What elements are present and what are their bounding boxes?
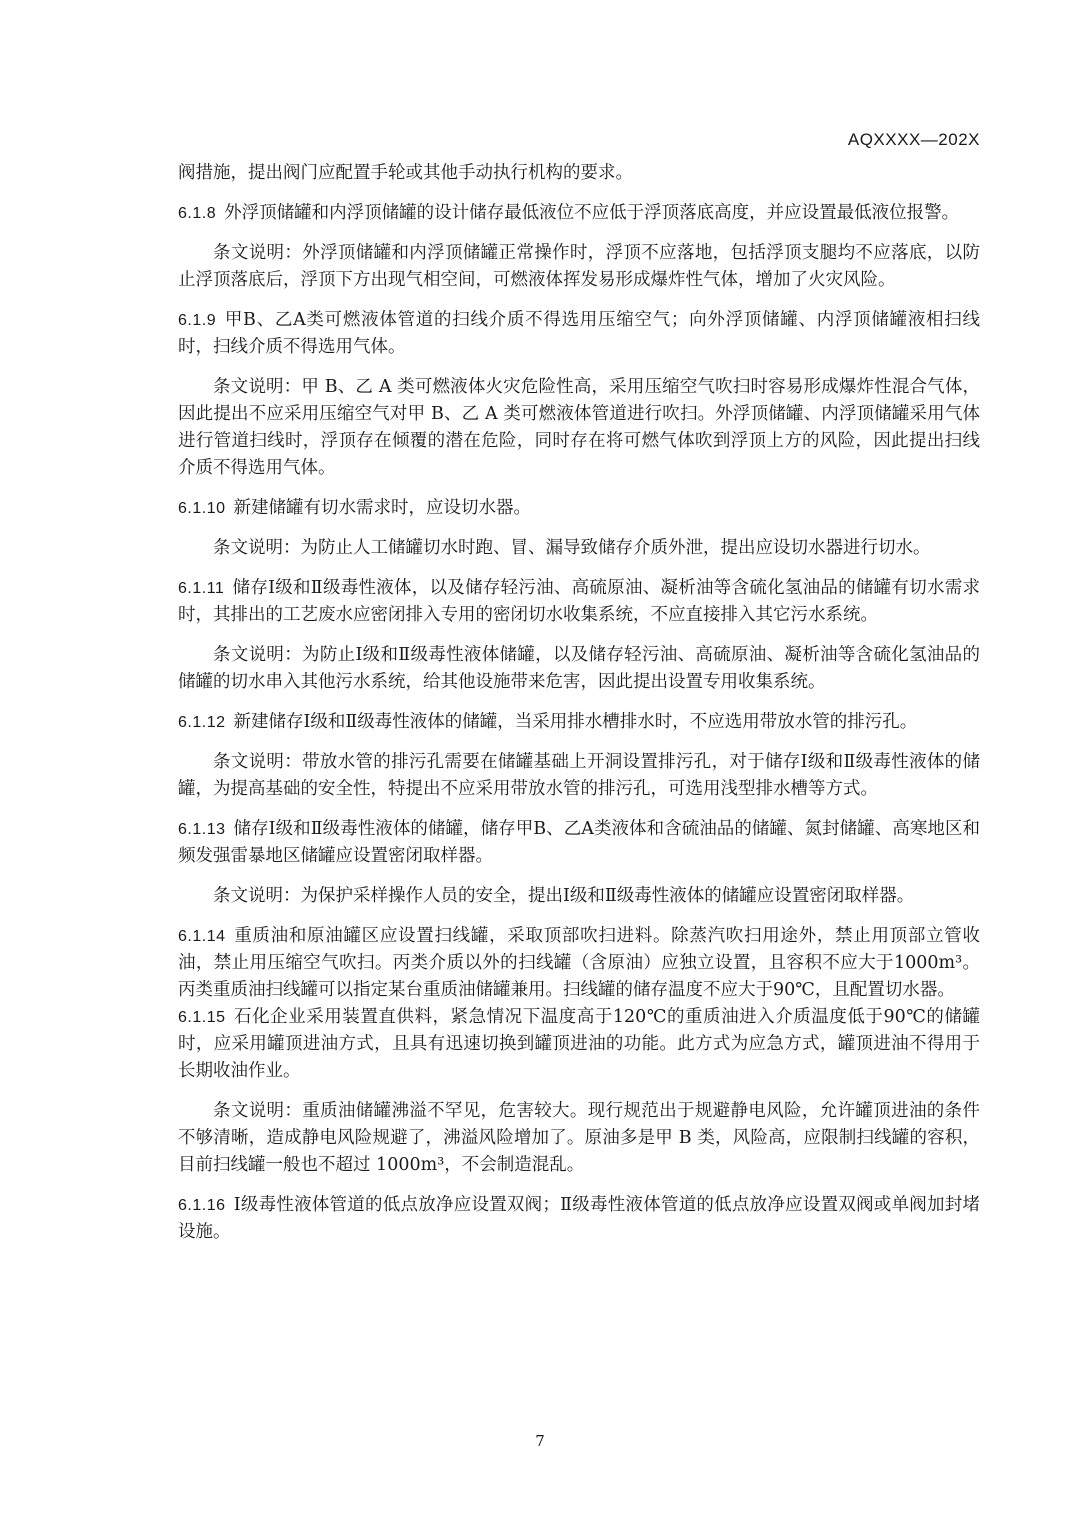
note-text: 条文说明：甲 B、乙 A 类可燃液体火灾危险性高，采用压缩空气吹扫时容易形成爆炸性混合气体，因此提出不应采用压缩空气对甲 B、乙 A 类可燃液体管道进行吹扫。外浮顶储罐、内浮顶储罐采用气体进行管道扫线时，浮顶存在倾覆的潜在危险，同时存在将可燃气体吹到浮顶上方的风险，因此提出扫线介质不得选用气体。: [178, 377, 980, 478]
paragraph-text: 阀措施，提出阀门应配置手轮或其他手动执行机构的要求。: [178, 163, 633, 183]
clause-note: [178, 883, 980, 910]
clause-note: [178, 535, 980, 562]
clause-note: [178, 642, 980, 696]
document-body: [178, 160, 980, 1259]
document-code-header: AQXXXX—202X: [847, 130, 980, 149]
clause-text: 新建储存Ⅰ级和Ⅱ级毒性液体的储罐，当采用排水槽排水时，不应选用带放水管的排污孔。: [233, 712, 918, 732]
clause-text: 重质油和原油罐区应设置扫线罐，采取顶部吹扫进料。除蒸汽吹扫用途外，禁止用顶部立管收油，禁止用压缩空气吹扫。丙类介质以外的扫线罐（含原油）应独立设置，且容积不应大于1000m³。丙类重质油扫线罐可以指定某台重质油储罐兼用。扫线罐的储存温度不应大于90℃，且配置切水器。: [178, 926, 980, 1000]
clause-6-1-15: [178, 1004, 980, 1085]
note-text: 条文说明：为防止人工储罐切水时跑、冒、漏导致储存介质外泄，提出应设切水器进行切水。: [213, 538, 931, 558]
clause-number: 6.1.8: [178, 205, 217, 222]
clause-6-1-11: [178, 575, 980, 629]
clause-note: [178, 374, 980, 482]
clause-text: 甲B、乙A类可燃液体管道的扫线介质不得选用压缩空气；向外浮顶储罐、内浮顶储罐液相扫线时，扫线介质不得选用气体。: [178, 310, 980, 357]
clause-text: 储存Ⅰ级和Ⅱ级毒性液体，以及储存轻污油、高硫原油、凝析油等含硫化氢油品的储罐有切水需求时，其排出的工艺废水应密闭排入专用的密闭切水收集系统，不应直接排入其它污水系统。: [178, 578, 980, 625]
clause-text: 石化企业采用装置直供料，紧急情况下温度高于120℃的重质油进入介质温度低于90℃的储罐时，应采用罐顶进油方式，且具有迅速切换到罐顶进油的功能。此方式为应急方式，罐顶进油不得用于长期收油作业。: [178, 1007, 980, 1081]
clause-6-1-14: [178, 923, 980, 1004]
note-text: 条文说明：带放水管的排污孔需要在储罐基础上开洞设置排污孔，对于储存Ⅰ级和Ⅱ级毒性液体的储罐，为提高基础的安全性，特提出不应采用带放水管的排污孔，可选用浅型排水槽等方式。: [178, 752, 980, 799]
clause-number: 6.1.10: [178, 500, 226, 517]
clause-number: 6.1.11: [178, 580, 225, 597]
clause-note: [178, 1098, 980, 1179]
page-number: 7: [535, 1432, 545, 1450]
clause-text: 外浮顶储罐和内浮顶储罐的设计储存最低液位不应低于浮顶落底高度，并应设置最低液位报警。: [224, 203, 960, 223]
clause-6-1-8: [178, 200, 980, 227]
clause-6-1-12: [178, 709, 980, 736]
clause-note: [178, 240, 980, 294]
clause-text: Ⅰ级毒性液体管道的低点放净应设置双阀；Ⅱ级毒性液体管道的低点放净应设置双阀或单阀加封堵设施。: [178, 1195, 980, 1242]
clause-6-1-9: [178, 307, 980, 361]
note-text: 条文说明：为保护采样操作人员的安全，提出Ⅰ级和Ⅱ级毒性液体的储罐应设置密闭取样器。: [213, 886, 915, 906]
note-text: 条文说明：为防止Ⅰ级和Ⅱ级毒性液体储罐，以及储存轻污油、高硫原油、凝析油等含硫化氢油品的储罐的切水串入其他污水系统，给其他设施带来危害，因此提出设置专用收集系统。: [178, 645, 980, 692]
continued-paragraph: [178, 160, 980, 187]
note-text: 条文说明：重质油储罐沸溢不罕见，危害较大。现行规范出于规避静电风险，允许罐顶进油的条件不够清晰，造成静电风险规避了，沸溢风险增加了。原油多是甲 B 类，风险高，应限制扫线罐的容积，目前扫线罐一般也不超过 1000m³，不会制造混乱。: [178, 1101, 980, 1175]
clause-number: 6.1.12: [178, 714, 226, 731]
clause-6-1-13: [178, 816, 980, 870]
note-text: 条文说明：外浮顶储罐和内浮顶储罐正常操作时，浮顶不应落地，包括浮顶支腿均不应落底，以防止浮顶落底后，浮顶下方出现气相空间，可燃液体挥发易形成爆炸性气体，增加了火灾风险。: [178, 243, 980, 290]
clause-note: [178, 749, 980, 803]
clause-number: 6.1.15: [178, 1009, 226, 1026]
clause-number: 6.1.14: [178, 928, 226, 945]
clause-number: 6.1.16: [178, 1197, 226, 1214]
clause-text: 新建储罐有切水需求时，应设切水器。: [233, 498, 531, 518]
clause-number: 6.1.9: [178, 312, 217, 329]
clause-text: 储存Ⅰ级和Ⅱ级毒性液体的储罐，储存甲B、乙A类液体和含硫油品的储罐、氮封储罐、高寒地区和频发强雷暴地区储罐应设置密闭取样器。: [178, 819, 980, 866]
clause-number: 6.1.13: [178, 821, 226, 838]
clause-6-1-16: [178, 1192, 980, 1246]
clause-6-1-10: [178, 495, 980, 522]
